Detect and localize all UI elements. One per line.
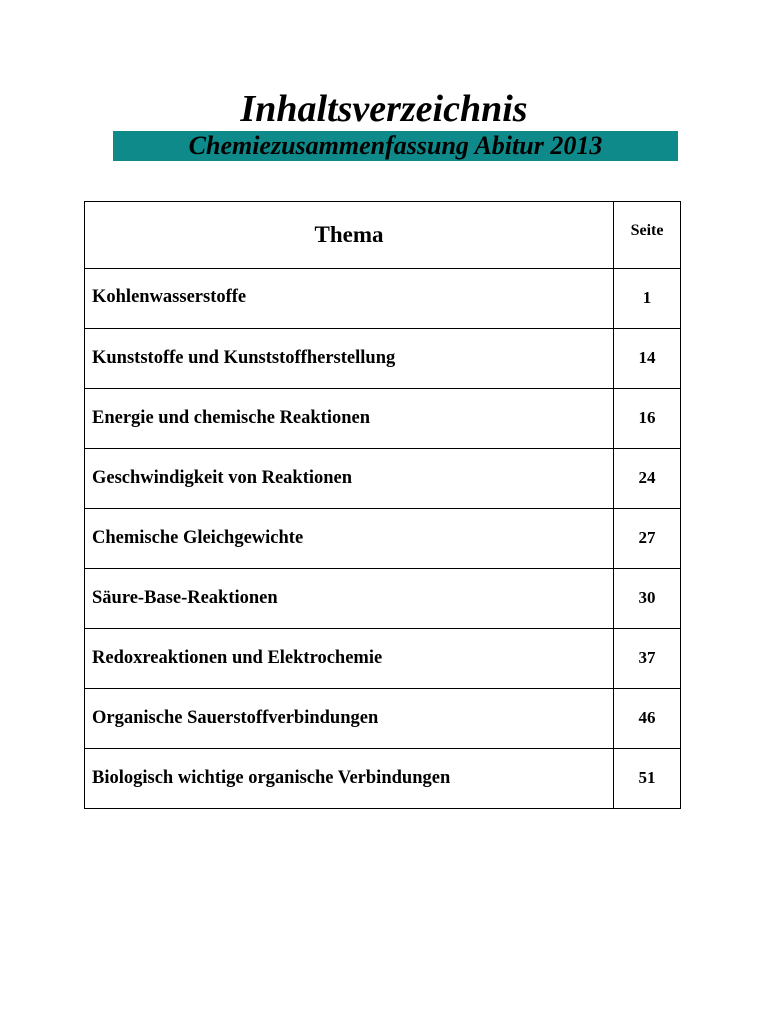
topic-cell: Kohlenwasserstoffe — [85, 269, 614, 329]
column-header-topic: Thema — [85, 202, 614, 269]
topic-cell: Redoxreaktionen und Elektrochemie — [85, 629, 614, 689]
table-row — [85, 629, 681, 689]
table-row — [85, 269, 681, 329]
table-row — [85, 329, 681, 389]
topic-cell: Biologisch wichtige organische Verbindungen — [85, 749, 614, 809]
page-number-cell: 1 — [614, 269, 681, 329]
table-row — [85, 509, 681, 569]
document-title: Inhaltsverzeichnis — [240, 88, 528, 130]
table-row — [85, 389, 681, 449]
table-of-contents — [84, 201, 681, 809]
table-row — [85, 569, 681, 629]
page-number-cell: 51 — [614, 749, 681, 809]
table-row — [85, 449, 681, 509]
page-number-cell: 27 — [614, 509, 681, 569]
page-number-cell: 14 — [614, 329, 681, 389]
table-header-row — [85, 202, 681, 269]
topic-cell: Chemische Gleichgewichte — [85, 509, 614, 569]
topic-cell: Organische Sauerstoffverbindungen — [85, 689, 614, 749]
topic-cell: Kunststoffe und Kunststoffherstellung — [85, 329, 614, 389]
table-row — [85, 689, 681, 749]
topic-cell: Geschwindigkeit von Reaktionen — [85, 449, 614, 509]
page-number-cell: 16 — [614, 389, 681, 449]
subtitle-banner — [113, 131, 678, 161]
topic-cell: Energie und chemische Reaktionen — [85, 389, 614, 449]
page-number-cell: 46 — [614, 689, 681, 749]
topic-cell: Säure-Base-Reaktionen — [85, 569, 614, 629]
document-subtitle: Chemiezusammenfassung Abitur 2013 — [188, 131, 603, 160]
column-header-page: Seite — [614, 202, 681, 269]
page-number-cell: 37 — [614, 629, 681, 689]
page-number-cell: 30 — [614, 569, 681, 629]
page-number-cell: 24 — [614, 449, 681, 509]
table-row — [85, 749, 681, 809]
